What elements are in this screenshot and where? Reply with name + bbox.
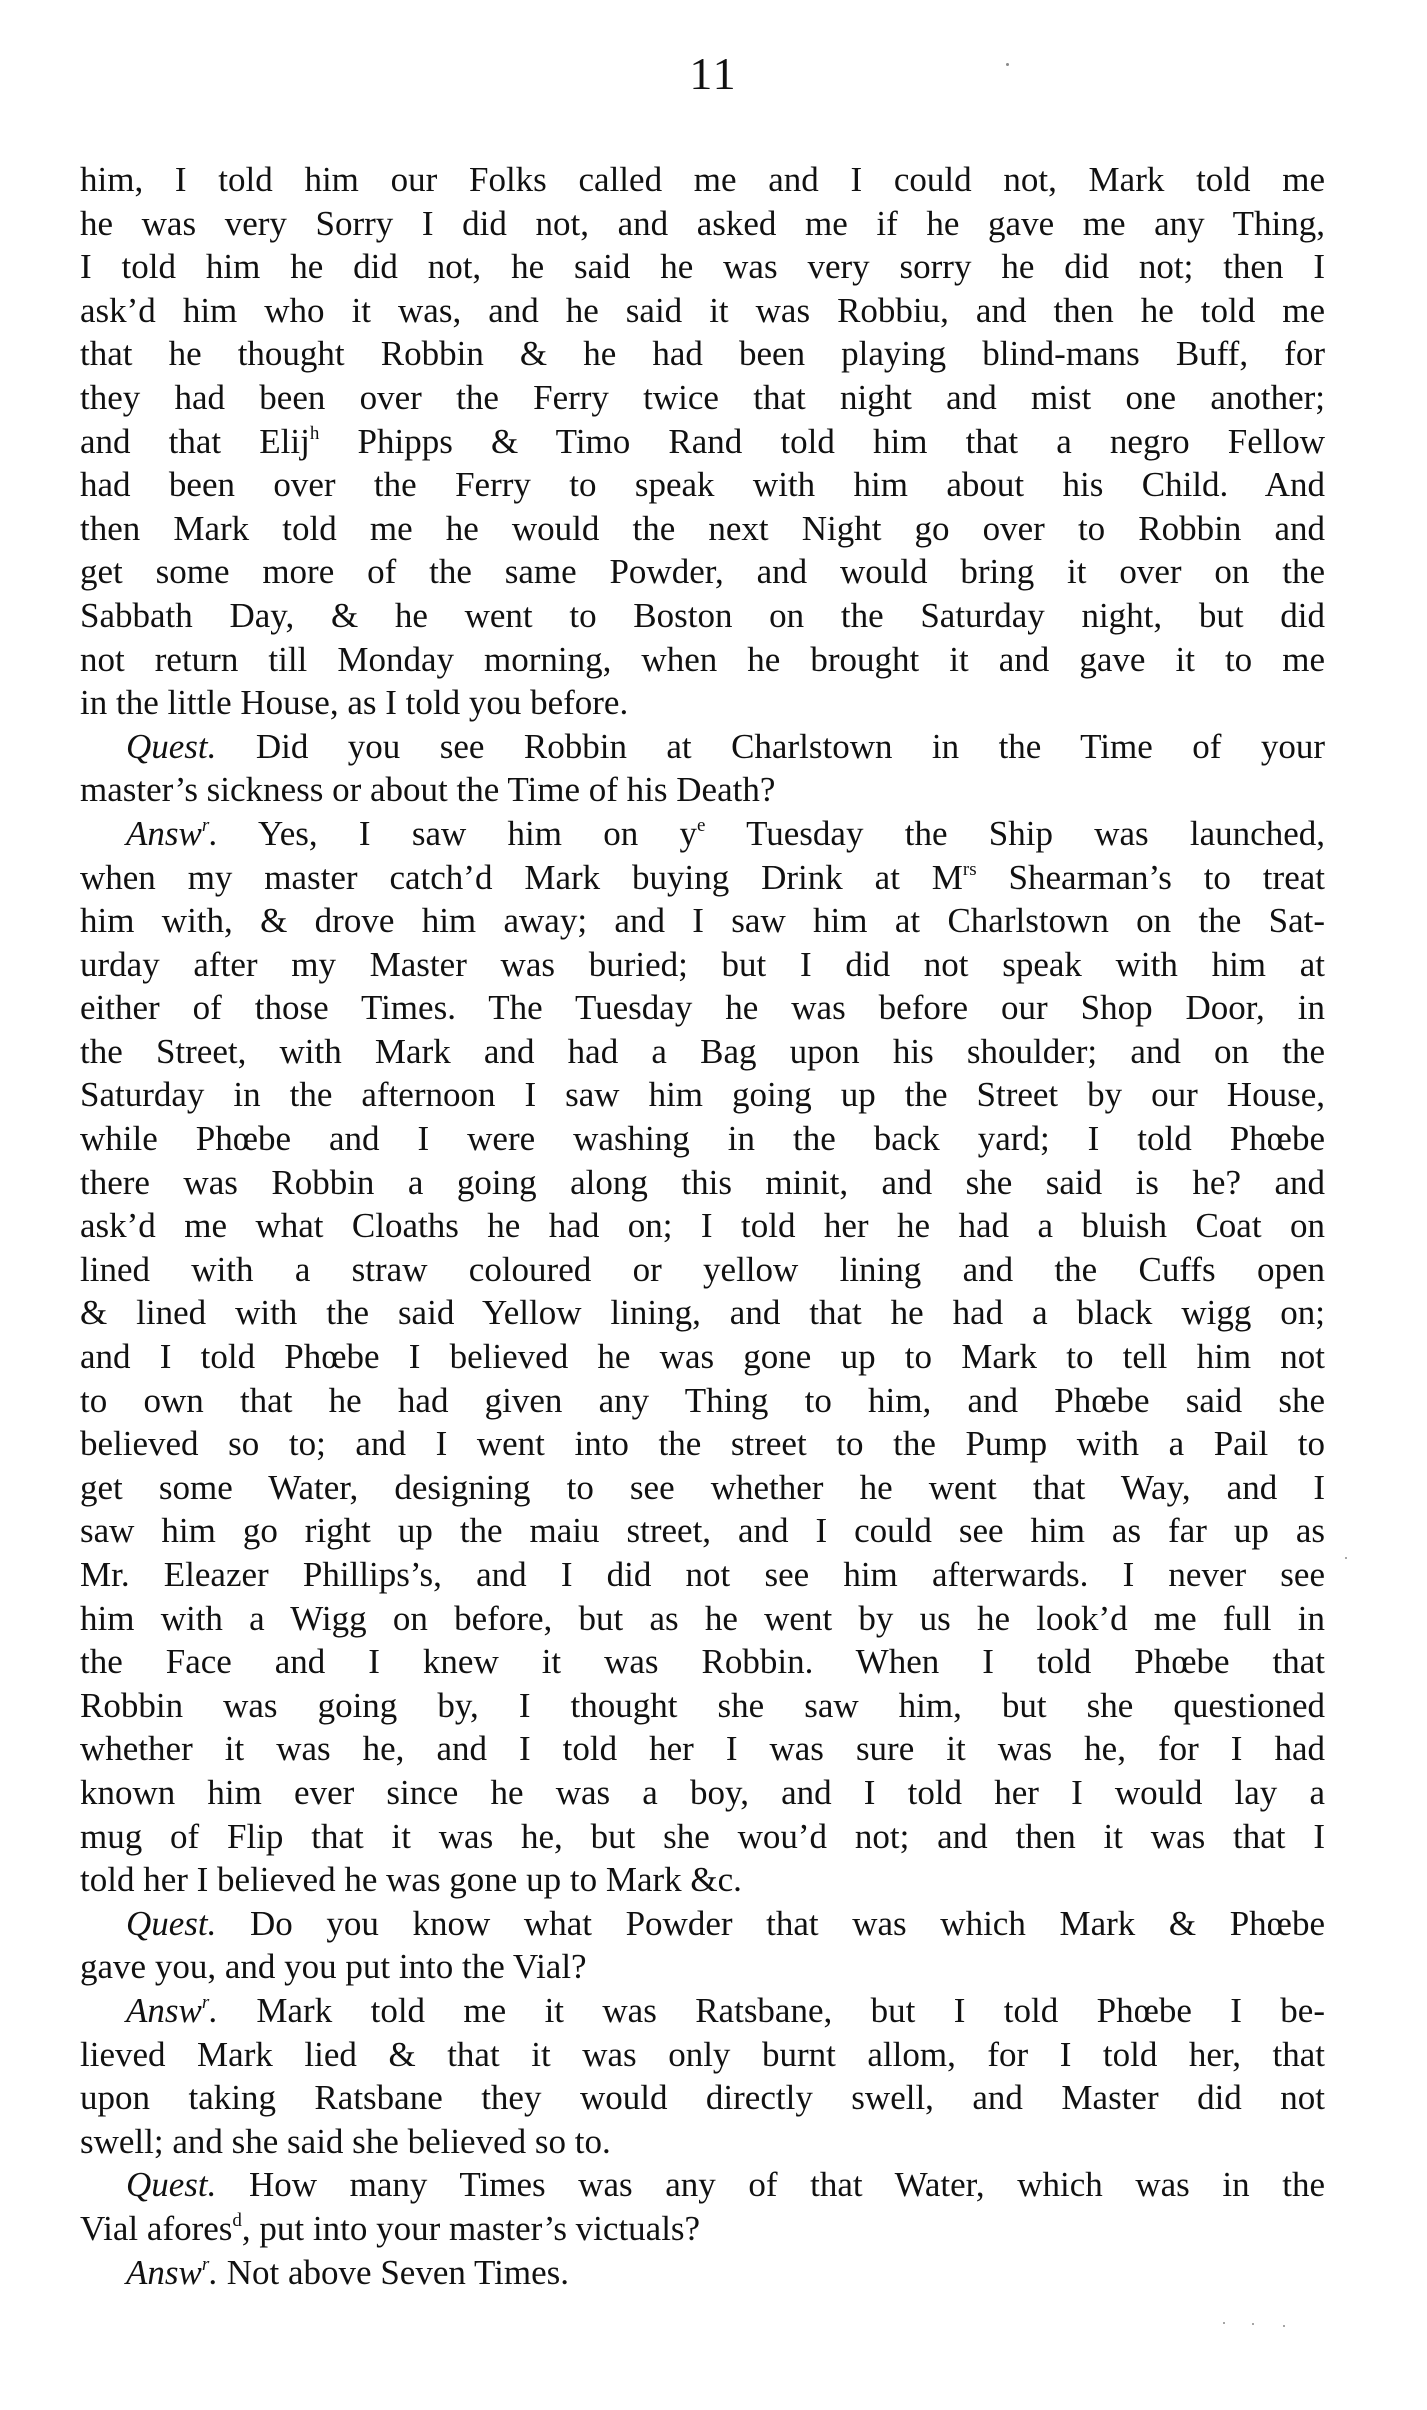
text-line: ask’d me what Cloaths he had on; I told her he had a bluish Coat on <box>80 1206 1325 1246</box>
text-line: Answ$^r$. Mark told me it was Ratsbane, but I told Phœbe I be- <box>126 1990 1325 2030</box>
paper-speck <box>1223 2322 1225 2324</box>
paper-speck <box>1345 1557 1347 1559</box>
text-line: saw him go right up the maiu street, and I could see him as far up as <box>80 1511 1325 1551</box>
text-line: Answ$^r$. Not above Seven Times. <box>126 2252 569 2292</box>
text-line: when my master catch’d Mark buying Drink at $M^{rs}$ Shearman’s to treat <box>80 857 1325 897</box>
text-line: there was Robbin a going along this minit, and she said is he? and <box>80 1162 1325 1202</box>
text-line: Sabbath Day, & he went to Boston on the Saturday night, but did <box>80 595 1325 635</box>
text-line: Mr. Eleazer Phillips’s, and I did not see him afterwards. I never see <box>80 1555 1325 1594</box>
text-line: told her I believed he was gone up to Mark &c. <box>80 1860 742 1900</box>
text-line: upon taking Ratsbane they would directly swell, and Master did not <box>80 2078 1325 2118</box>
page-number: 11 <box>689 48 738 99</box>
text-line: Answ$^r$. Yes, I saw him on $y^e$ Tuesday the Ship was launched, <box>126 813 1325 853</box>
speaker-label: Quest. <box>126 726 217 766</box>
text-line: in the little House, as I told you before. <box>80 683 629 723</box>
text-line: the Street, with Mark and had a Bag upon his shoulder; and on the <box>80 1031 1325 1071</box>
text-line: him with, & drove him away; and I saw him at Charlstown on the Sat- <box>80 901 1325 941</box>
speaker-label: Answ$^r$. <box>126 813 219 853</box>
text-line: him, I told him our Folks called me and I could not, Mark told me <box>80 160 1325 199</box>
text-line: whether it was he, and I told her I was sure it was he, for I had <box>80 1729 1325 1769</box>
paper-speck <box>1283 2325 1285 2327</box>
text-line: believed so to; and I went into the street to the Pump with a Pail to <box>80 1424 1325 1464</box>
text-line: master’s sickness or about the Time of his Death? <box>80 770 776 810</box>
speaker-label: Answ$^r$. <box>126 1990 219 2030</box>
text-line: mug of Flip that it was he, but she wou’d not; and then it was that I <box>80 1816 1325 1856</box>
text-line: urday after my Master was buried; but I did not speak with him at <box>80 944 1325 984</box>
text-line: known him ever since he was a boy, and I told her I would lay a <box>80 1772 1325 1812</box>
text-line: they had been over the Ferry twice that night and mist one another; <box>80 377 1325 417</box>
speaker-label: Quest. <box>126 2165 217 2205</box>
body-text <box>80 158 1325 2294</box>
text-line: lined with a straw coloured or yellow lining and the Cuffs open <box>80 1249 1325 1289</box>
paper-speck <box>1252 2323 1254 2325</box>
text-line: Quest. How many Times was any of that Water, which was in the <box>126 2165 1325 2205</box>
text-line: Vial afores$^d$, put into your master’s victuals? <box>80 2208 701 2248</box>
text-line: to own that he had given any Thing to him, and Phœbe said she <box>80 1380 1325 1420</box>
text-line: Quest. Did you see Robbin at Charlstown in the Time of your <box>126 726 1325 766</box>
text-line: then Mark told me he would the next Night go over to Robbin and <box>80 508 1325 548</box>
speaker-label: Quest. <box>126 1903 217 1943</box>
text-line: and that Elij$^h$ Phipps & Timo Rand told him that a negro Fellow <box>80 421 1325 461</box>
text-line: had been over the Ferry to speak with him about his Child. And <box>80 465 1325 505</box>
paper-speck <box>1006 63 1009 66</box>
text-line: Quest. Do you know what Powder that was which Mark & Phœbe <box>126 1903 1325 1943</box>
text-line: ask’d him who it was, and he said it was Robbiu, and then he told me <box>80 290 1325 330</box>
text-line: I told him he did not, he said he was very sorry he did not; then I <box>80 247 1325 287</box>
text-line: he was very Sorry I did not, and asked me if he gave me any Thing, <box>80 203 1325 243</box>
text-line: either of those Times. The Tuesday he was before our Shop Door, in <box>80 988 1325 1028</box>
text-line: the Face and I knew it was Robbin. When I told Phœbe that <box>80 1642 1325 1682</box>
text-line: get some more of the same Powder, and would bring it over on the <box>80 552 1325 592</box>
text-line: gave you, and you put into the Vial? <box>80 1947 587 1987</box>
text-line: that he thought Robbin & he had been playing blind-mans Buff, for <box>80 334 1325 374</box>
text-line: get some Water, designing to see whether he went that Way, and I <box>80 1467 1325 1507</box>
text-line: Robbin was going by, I thought she saw him, but she questioned <box>80 1685 1325 1725</box>
text-line: & lined with the said Yellow lining, and that he had a black wigg on; <box>80 1293 1325 1333</box>
text-line: Saturday in the afternoon I saw him going up the Street by our House, <box>80 1075 1325 1115</box>
text-line: lieved Mark lied & that it was only burnt allom, for I told her, that <box>80 2034 1325 2074</box>
text-line: and I told Phœbe I believed he was gone up to Mark to tell him not <box>80 1337 1325 1377</box>
text-line: while Phœbe and I were washing in the back yard; I told Phœbe <box>80 1119 1325 1159</box>
text-line: not return till Monday morning, when he brought it and gave it to me <box>80 639 1325 679</box>
speaker-label: Answ$^r$. <box>126 2252 219 2292</box>
text-line: him with a Wigg on before, but as he went by us he look’d me full in <box>80 1598 1325 1638</box>
text-line: swell; and she said she believed so to. <box>80 2121 611 2161</box>
